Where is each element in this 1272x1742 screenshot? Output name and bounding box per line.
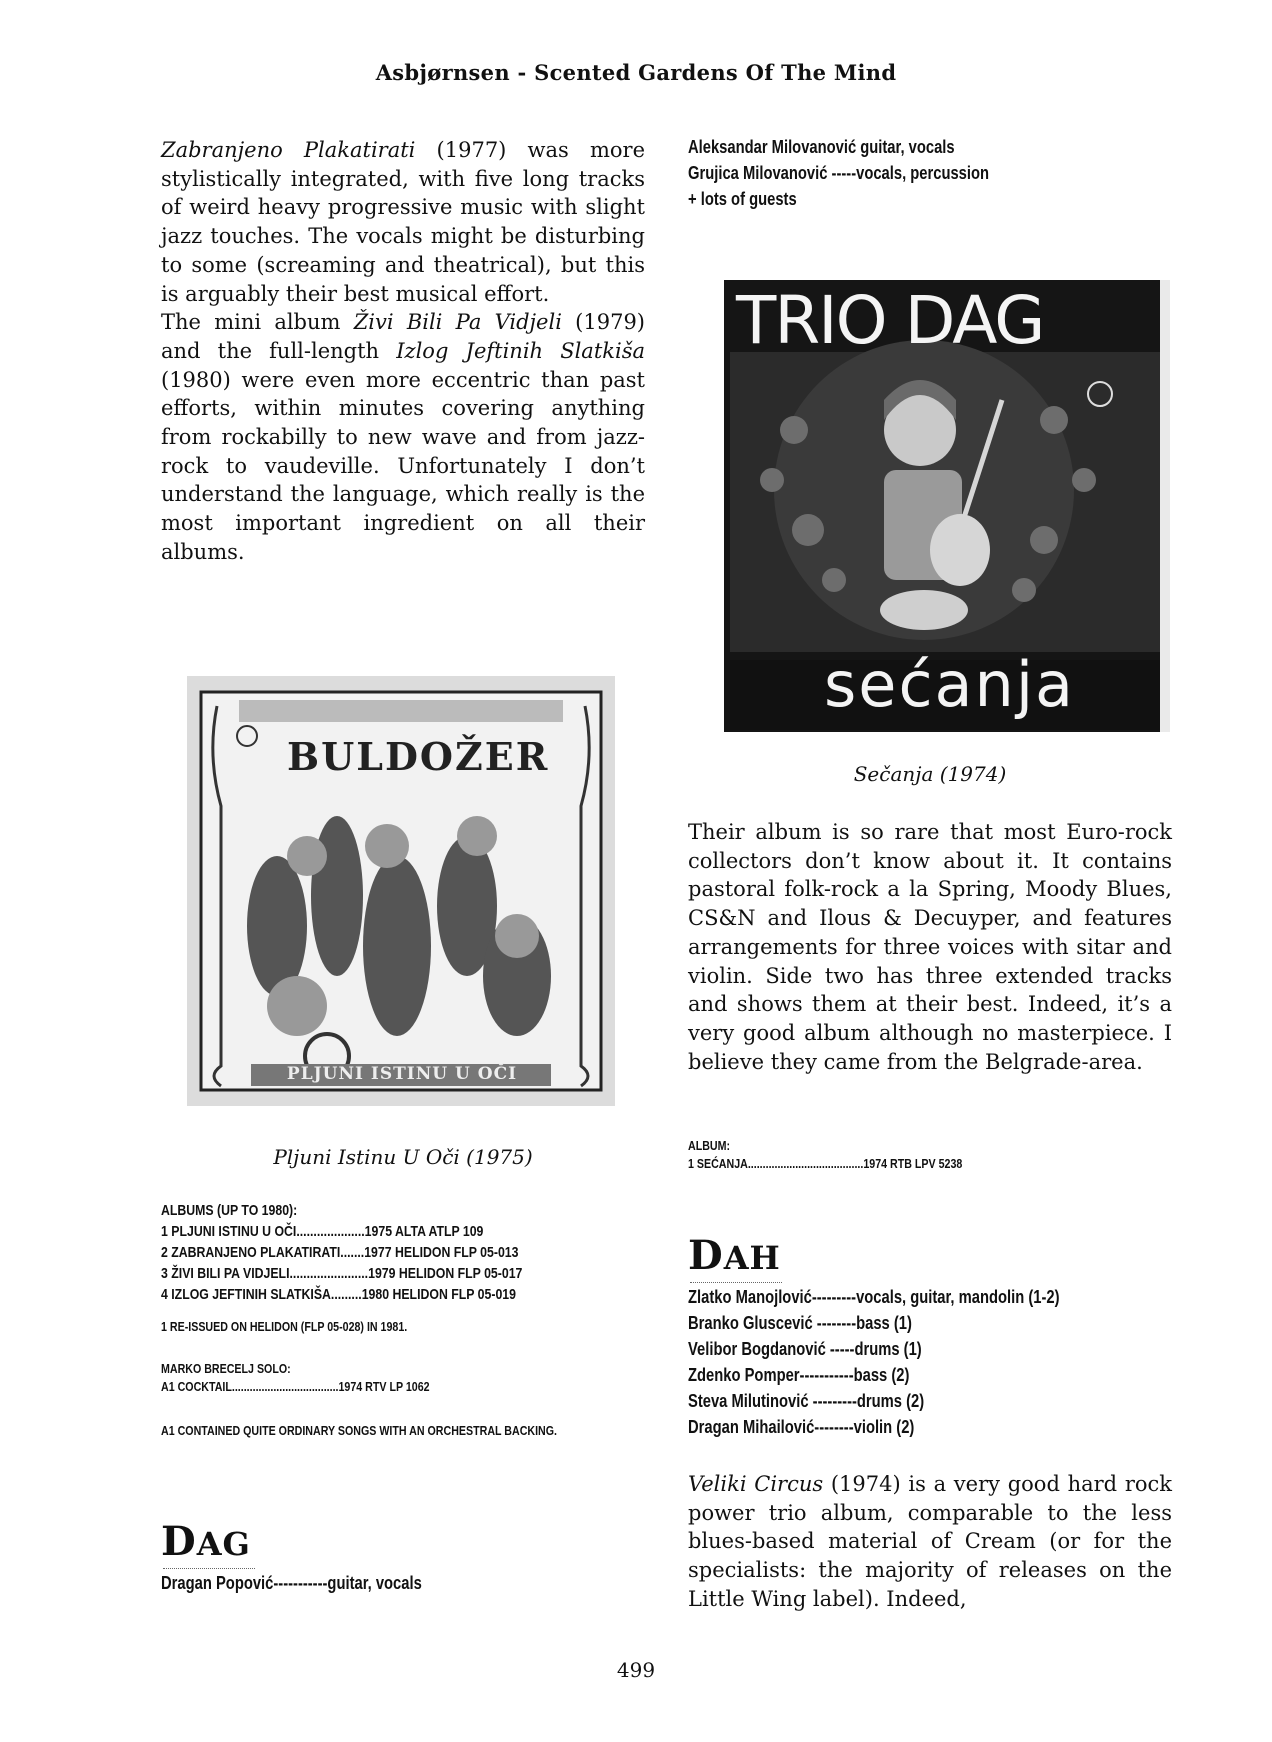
album-row: A1 COCKTAIL .................................... 1974 RTV LP 1062 bbox=[161, 1379, 430, 1394]
review-text: (1979) and the full-length bbox=[161, 310, 645, 363]
running-header: Asbjørnsen - Scented Gardens Of The Mind bbox=[375, 60, 897, 85]
trio-dag-discography bbox=[688, 1137, 1172, 1173]
solo-note-block bbox=[161, 1422, 645, 1440]
dag-member: Dragan Popović-----------guitar, vocals bbox=[161, 1573, 422, 1593]
review-text: Their album is so rare that most Euro-rock collectors don’t know about it. It contains pastoral folk-rock a la Spring, Moody Blues, CS&N and Ilous & Decuyper, and features arrangements for three voices with sitar and violin. Side two has three extended tracks and shows them at their best. Indeed, it’s a very good album although no masterpiece. I believe they came from the Belgrade-area. bbox=[688, 820, 1172, 1074]
album-row: 1 SEĆANJA ....................................... 1974 RTB LPV 5238 bbox=[688, 1156, 963, 1171]
member-row: Steva Milutinović ---------drums (2) bbox=[688, 1391, 925, 1411]
album-row: 4 IZLOG JEFTINIH SLATKIŠA ......... 1980 HELIDON FLP 05-019 bbox=[161, 1286, 516, 1303]
band-heading-dag: DAG bbox=[161, 1518, 251, 1565]
review-text bbox=[688, 1470, 1172, 1614]
heading-underline bbox=[690, 1278, 782, 1283]
dag-members bbox=[161, 1570, 645, 1596]
buldozer-discography bbox=[161, 1200, 645, 1305]
members-list bbox=[688, 134, 1172, 212]
page-number: 499 bbox=[616, 1658, 656, 1682]
cover-band-name: TRIO DAG bbox=[736, 282, 1044, 359]
album-header: ALBUM: bbox=[688, 1138, 731, 1153]
album-title: Veliki Circus bbox=[688, 1472, 824, 1496]
member-row: Zdenko Pomper-----------bass (2) bbox=[688, 1365, 910, 1385]
trio-dag-caption: Sečanja (1974) bbox=[853, 762, 1007, 786]
album-list bbox=[688, 1137, 1172, 1173]
trio-dag-review bbox=[688, 818, 1172, 1076]
heading-underline bbox=[163, 1564, 255, 1569]
trio-dag-album-cover bbox=[724, 280, 1170, 732]
review-text: (1974) is a very good hard rock power trio album, comparable to the less blues-based material of Cream (or for the specialists: the majority of releases on the Little Wing label). Indeed, bbox=[688, 1472, 1172, 1611]
album-title: Izlog Jeftinih Slatkiša bbox=[396, 338, 646, 363]
review-text: The mini album bbox=[161, 310, 354, 335]
review-text: (1977) was more stylistically integrated, with five long tracks of weird heavy progressive music with slight jazz touches. The vocals might be disturbing to some (screaming and theatrical), but this is arguably their best musical effort. bbox=[161, 138, 645, 306]
solo-note: A1 CONTAINED QUITE ORDINARY SONGS WITH AN ORCHESTRAL BACKING. bbox=[161, 1423, 558, 1438]
cover-album-title: PLJUNI ISTINU U OČI bbox=[286, 1064, 518, 1084]
member-row: Grujica Milovanović -----vocals, percussion bbox=[688, 163, 990, 183]
album-row: 2 ZABRANJENO PLAKATIRATI ....... 1977 HELIDON FLP 05-013 bbox=[161, 1244, 519, 1261]
reissue-note: 1 RE-ISSUED ON HELIDON (FLP 05-028) IN 1981. bbox=[161, 1319, 408, 1334]
member-row: Velibor Bogdanović -----drums (1) bbox=[688, 1339, 922, 1359]
solo-header: MARKO BRECELJ SOLO: bbox=[161, 1361, 291, 1376]
member-row: Zlatko Manojlović---------vocals, guitar, mandolin (1-2) bbox=[688, 1287, 1060, 1307]
album-row: 3 ŽIVI BILI PA VIDJELI ....................... 1979 HELIDON FLP 05-017 bbox=[161, 1265, 523, 1282]
reissue-note-block bbox=[161, 1318, 645, 1336]
albums-list bbox=[161, 1200, 645, 1305]
left-column bbox=[161, 136, 645, 567]
album-title: Zabranjeno Plakatirati bbox=[161, 138, 416, 162]
buldozer-review bbox=[161, 136, 645, 567]
trio-dag-members bbox=[688, 134, 1172, 212]
member-row: + lots of guests bbox=[688, 189, 797, 209]
member-row: Aleksandar Milovanović guitar, vocals bbox=[688, 137, 955, 157]
buldozer-caption: Pljuni Istinu U Oči (1975) bbox=[273, 1145, 533, 1169]
solo-block bbox=[161, 1360, 645, 1396]
band-heading-dah: DAH bbox=[688, 1232, 781, 1279]
buldozer-album-cover bbox=[187, 676, 615, 1106]
member-row: Dragan Mihailović--------violin (2) bbox=[688, 1417, 915, 1437]
albums-header: ALBUMS (UP TO 1980): bbox=[161, 1202, 298, 1219]
cover-band-logo: BULDOŽER bbox=[287, 734, 550, 779]
members-list bbox=[688, 1284, 1172, 1440]
dah-review bbox=[688, 1470, 1172, 1614]
review-text: (1980) were even more eccentric than past efforts, within minutes covering anything from rockabilly to new wave and from jazz-rock to vaudeville. Unfortunately I don’t understand the language, which really is the most important ingredient on all their albums. bbox=[161, 367, 645, 564]
member-row: Branko Gluscević --------bass (1) bbox=[688, 1313, 912, 1333]
album-title: Živi Bili Pa Vidjeli bbox=[353, 310, 562, 335]
solo-list bbox=[161, 1360, 645, 1396]
dah-members bbox=[688, 1284, 1172, 1440]
album-row: 1 PLJUNI ISTINU U OČI .................... 1975 ALTA ATLP 109 bbox=[161, 1223, 484, 1240]
cover-album-name: sećanja bbox=[824, 648, 1076, 721]
